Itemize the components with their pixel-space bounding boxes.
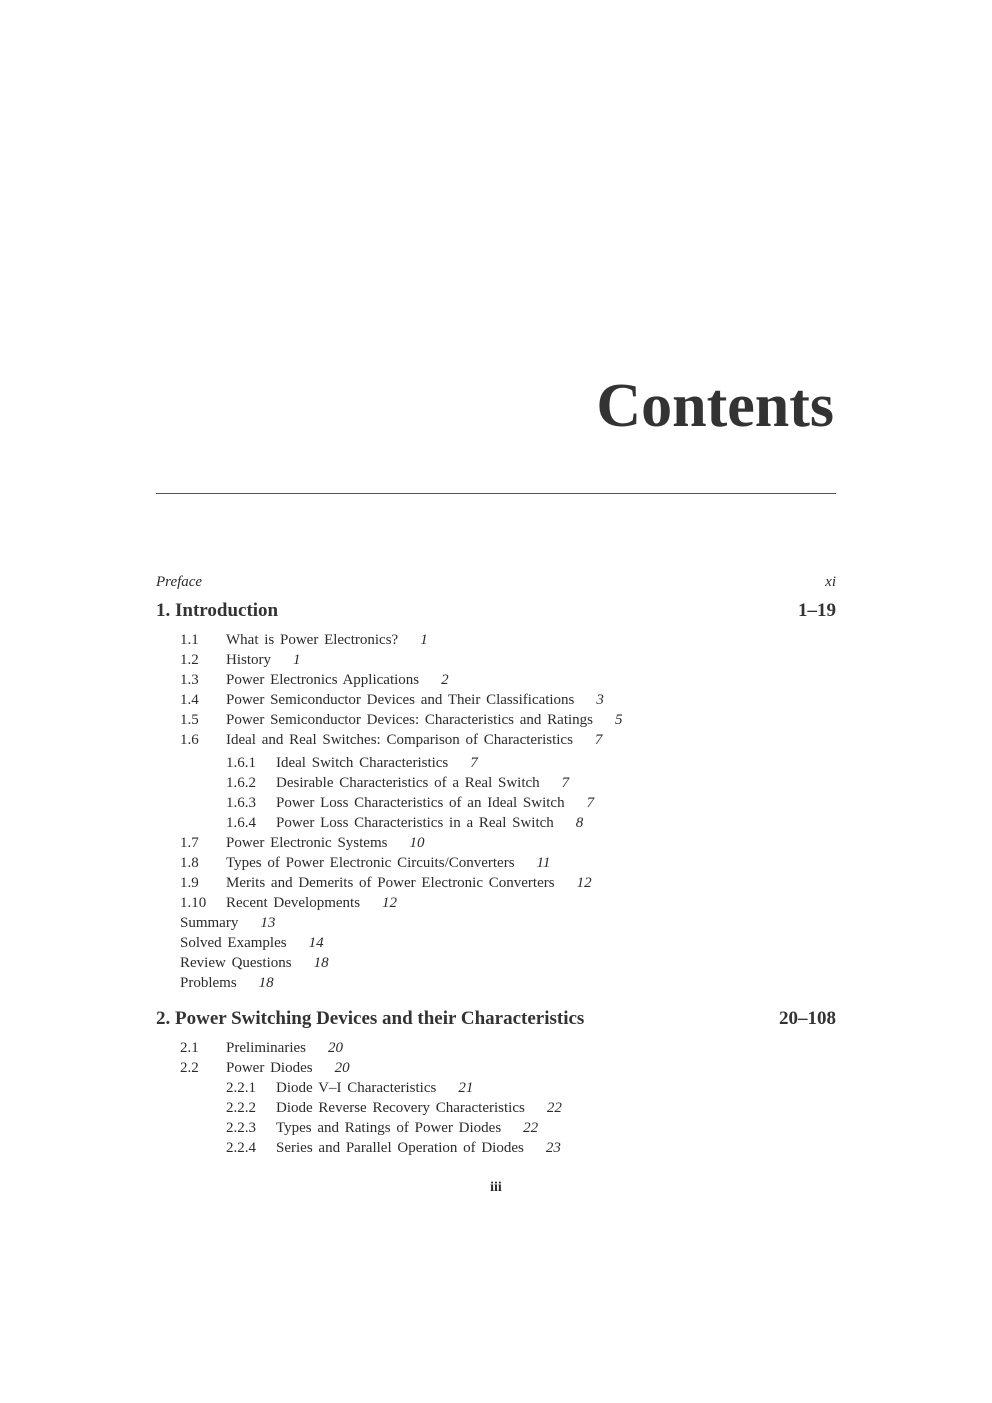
- entry-title: Power Semiconductor Devices and Their Classifications 3: [226, 692, 604, 708]
- entry-number: 1.5: [180, 712, 199, 728]
- entry-title: History 1: [226, 652, 301, 668]
- entry-number: 2.2.3: [226, 1120, 256, 1136]
- entry-number: 1.7: [180, 835, 199, 851]
- chapter-title: 2. Power Switching Devices and their Characteristics: [156, 1008, 585, 1029]
- entry-title: Recent Developments 12: [226, 895, 398, 911]
- entry-page: 10: [409, 835, 425, 851]
- preface-label: Preface: [156, 574, 203, 590]
- toc-subentry[interactable]: [156, 813, 836, 833]
- entry-number: 1.6: [180, 732, 199, 748]
- entry-title: Power Electronic Systems 10: [226, 835, 425, 851]
- entry-page: 3: [596, 692, 604, 708]
- toc-entry[interactable]: [156, 853, 836, 873]
- entry-title: Series and Parallel Operation of Diodes 23: [276, 1140, 561, 1156]
- toc-entry[interactable]: [156, 1058, 836, 1078]
- entry-number: 1.10: [180, 895, 207, 911]
- entry-title: Diode Reverse Recovery Characteristics 22: [276, 1100, 562, 1116]
- entry-title: Solved Examples 14: [180, 935, 324, 951]
- entry-title: Desirable Characteristics of a Real Switch 7: [276, 775, 570, 791]
- toc-entry[interactable]: [156, 730, 836, 750]
- toc-entry[interactable]: [156, 833, 836, 853]
- entry-title: What is Power Electronics? 1: [226, 632, 428, 648]
- toc-subentry[interactable]: [156, 773, 836, 793]
- toc-subentry[interactable]: [156, 793, 836, 813]
- toc-entry[interactable]: [156, 710, 836, 730]
- entry-title: Preliminaries 20: [226, 1040, 343, 1056]
- toc-entry[interactable]: [156, 650, 836, 670]
- entry-number: 1.6.3: [226, 795, 256, 811]
- entry-number: 1.8: [180, 855, 199, 871]
- toc-subentry[interactable]: [156, 1138, 836, 1158]
- entry-page: 13: [260, 915, 276, 931]
- entry-page: 20: [334, 1060, 350, 1076]
- entry-number: 2.2.1: [226, 1080, 256, 1096]
- entry-title: Power Semiconductor Devices: Characteristics and Ratings 5: [226, 712, 623, 728]
- entry-number: 2.2.4: [226, 1140, 256, 1156]
- entry-page: 7: [561, 775, 570, 791]
- chapter-page-range: 20–108: [779, 1008, 836, 1029]
- entry-page: 23: [545, 1140, 561, 1156]
- entry-number: 1.2: [180, 652, 199, 668]
- entry-page: 7: [586, 795, 595, 811]
- entry-title: Summary 13: [180, 915, 276, 931]
- entry-page: 12: [576, 875, 592, 891]
- toc-entry-solved-examples[interactable]: [156, 933, 836, 953]
- chapter-2-heading[interactable]: [156, 1003, 836, 1035]
- entry-page: 1: [420, 632, 428, 648]
- entry-title: Power Diodes 20: [226, 1060, 350, 1076]
- entry-page: 14: [308, 935, 324, 951]
- toc-subentry[interactable]: [156, 1078, 836, 1098]
- entry-number: 2.2: [180, 1060, 199, 1076]
- entry-number: 1.4: [180, 692, 199, 708]
- entry-number: 1.6.2: [226, 775, 256, 791]
- entry-number: 1.6.1: [226, 755, 256, 771]
- page-number: iii: [490, 1180, 502, 1195]
- entry-number: 2.1: [180, 1040, 199, 1056]
- toc-entry[interactable]: [156, 1038, 836, 1058]
- toc-entry[interactable]: [156, 630, 836, 650]
- toc-subentry[interactable]: [156, 1098, 836, 1118]
- toc-entry[interactable]: [156, 690, 836, 710]
- entry-page: 7: [594, 732, 603, 748]
- toc-entry[interactable]: [156, 893, 836, 913]
- entry-title: Review Questions 18: [180, 955, 329, 971]
- chapter-page-range: 1–19: [798, 600, 836, 621]
- entry-page: 8: [575, 815, 584, 831]
- entry-page: 5: [615, 712, 623, 728]
- entry-page: 21: [458, 1080, 474, 1096]
- entry-number: 2.2.2: [226, 1100, 256, 1116]
- entry-page: 7: [470, 755, 478, 771]
- entry-number: 1.3: [180, 672, 199, 688]
- entry-title: Types of Power Electronic Circuits/Converters 11: [226, 855, 551, 871]
- entry-title: Power Loss Characteristics of an Ideal Switch 7: [276, 795, 595, 811]
- toc-entry-problems[interactable]: [156, 973, 836, 993]
- toc-entry-review-questions[interactable]: [156, 953, 836, 973]
- entry-page: 18: [313, 955, 329, 971]
- entry-title: Diode V–I Characteristics 21: [276, 1080, 474, 1096]
- toc-subentry[interactable]: [156, 1118, 836, 1138]
- entry-title: Power Electronics Applications 2: [226, 672, 449, 688]
- entry-number: 1.6.4: [226, 815, 256, 831]
- entry-page: 22: [523, 1120, 539, 1136]
- entry-page: 11: [536, 855, 551, 871]
- entry-number: 1.1: [180, 632, 199, 648]
- toc-preface[interactable]: [156, 569, 836, 595]
- entry-page: 1: [293, 652, 301, 668]
- entry-page: 12: [382, 895, 398, 911]
- toc-entry[interactable]: [156, 873, 836, 893]
- entry-title: Ideal and Real Switches: Comparison of Characteristics 7: [226, 732, 603, 748]
- entry-page: 18: [258, 975, 274, 991]
- entry-page: 20: [327, 1040, 343, 1056]
- entry-number: 1.9: [180, 875, 199, 891]
- entry-title: Merits and Demerits of Power Electronic Converters 12: [226, 875, 592, 891]
- title-rule: [156, 493, 836, 494]
- toc-subentry[interactable]: [156, 753, 836, 773]
- table-of-contents: [156, 569, 836, 1158]
- chapter-title: 1. Introduction: [156, 600, 279, 621]
- preface-page: xi: [825, 574, 836, 590]
- toc-entry[interactable]: [156, 670, 836, 690]
- entry-title: Types and Ratings of Power Diodes 22: [276, 1120, 539, 1136]
- entry-title: Power Loss Characteristics in a Real Switch 8: [276, 815, 584, 831]
- entry-title: Ideal Switch Characteristics 7: [276, 755, 478, 771]
- chapter-1-heading[interactable]: [156, 595, 836, 627]
- toc-entry-summary[interactable]: [156, 913, 836, 933]
- entry-page: 2: [441, 672, 449, 688]
- entry-page: 22: [546, 1100, 562, 1116]
- entry-title: Problems 18: [180, 975, 274, 991]
- page-title: Contents: [596, 372, 834, 440]
